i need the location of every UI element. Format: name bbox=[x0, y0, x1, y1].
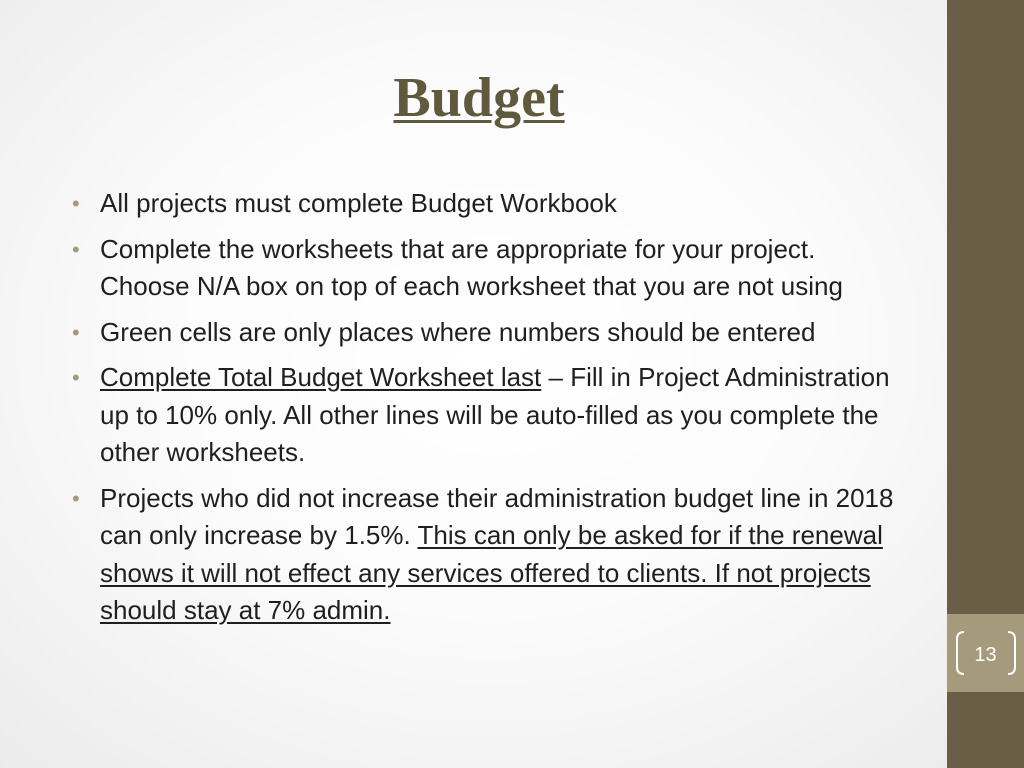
bullet-item-2 bbox=[72, 231, 902, 306]
bullet-item-1 bbox=[72, 185, 902, 223]
bullet-underlined-text: This can only be asked for if the renewal shows it will not effect any services offered to clients. If not projects should stay at 7% admin. bbox=[100, 520, 883, 625]
bullet-item-5 bbox=[72, 480, 902, 630]
bullet-item-4 bbox=[72, 359, 902, 472]
bullet-text: All projects must complete Budget Workbook bbox=[100, 188, 617, 218]
page-number: 13 bbox=[974, 644, 997, 666]
bullet-text: Green cells are only places where numbers should be entered bbox=[100, 316, 816, 347]
bullet-item-3 bbox=[72, 314, 902, 352]
bullet-icon: • bbox=[72, 319, 80, 345]
bullet-text: Projects who did not increase their administration budget line in 2018 can only increase by 1.5%. bbox=[100, 482, 894, 550]
bullet-icon: • bbox=[72, 485, 80, 511]
bullet-icon: • bbox=[72, 236, 80, 262]
bullet-underlined-text: Complete Total Budget Worksheet last bbox=[100, 362, 542, 392]
bullet-text: Complete the worksheets that are appropriate for your project. Choose N/A box on top of each worksheet that you are not using bbox=[100, 233, 843, 301]
slide-title-text: Budget bbox=[393, 67, 565, 129]
bullet-icon: • bbox=[72, 191, 80, 216]
bullet-list bbox=[72, 185, 902, 638]
slide-title bbox=[0, 62, 958, 134]
bullet-icon: • bbox=[72, 365, 80, 390]
bullet-text: – Fill in Project Administration up to 10% only. All other lines will be auto-filled as you complete the other worksheets. bbox=[100, 362, 890, 467]
